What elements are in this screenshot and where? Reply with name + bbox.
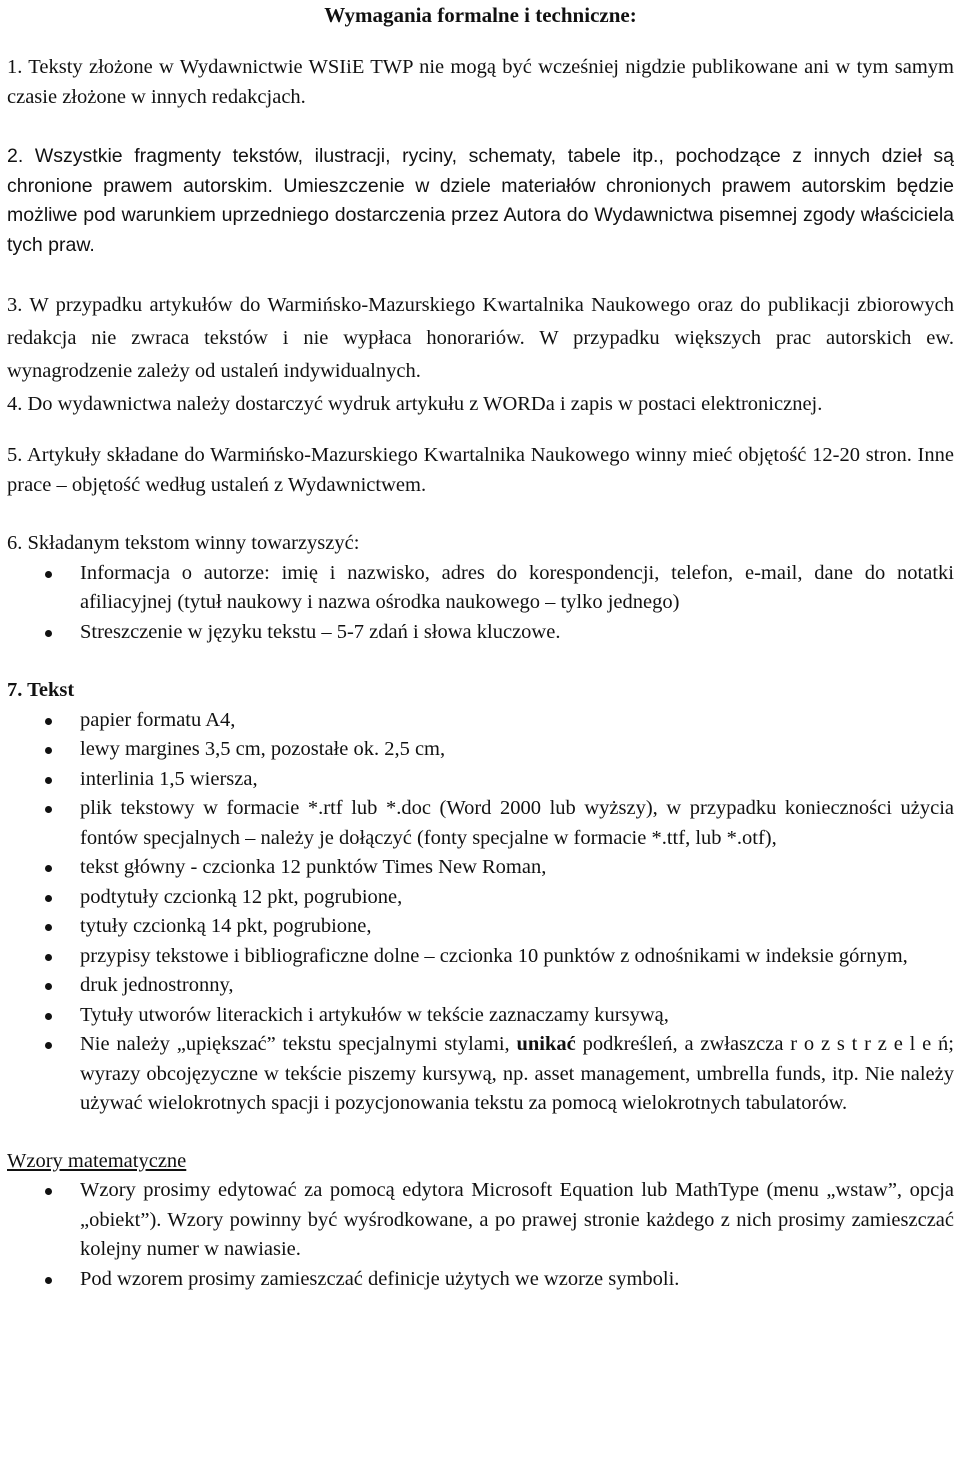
list-item <box>7 1030 954 1119</box>
list-item-text-c: podkreśleń, a zwłaszcza r o z s t r z e l e ń; wyrazy obcojęzyczne w tekście piszemy kursywą, np. asset management, umbrella funds, itp. Nie należy używać wielokrotnych spacji i pozycjonowania tekstu za pomocą wielokrotnych tabulatorów. <box>80 1033 954 1114</box>
list-item: druk jednostronny, <box>7 971 954 1001</box>
list-item: podtytuły czcionką 12 pkt, pogrubione, <box>7 883 954 913</box>
list-item-text-bold: unikać <box>516 1033 576 1055</box>
paragraph-6: 6. Składanym tekstom winny towarzyszyć: <box>7 532 360 554</box>
list-item: plik tekstowy w formacie *.rtf lub *.doc (Word 2000 lub wyższy), w przypadku konieczności użycia fontów specjalnych – należy je dołączyć (fonty specjalne w formacie *.ttf, lub *.otf), <box>7 794 954 853</box>
list-math <box>7 1176 954 1294</box>
list-item: Wzory prosimy edytować za pomocą edytora Microsoft Equation lub MathType (menu „wstaw”, opcja „obiekt”). Wzory powinny być wyśrodkowane, a po prawej stronie każdego z nich prosimy zamieszczać kolejny numer w nawiasie. <box>7 1176 954 1265</box>
list-accompanying <box>7 559 954 648</box>
math-heading: Wzory matematyczne <box>7 1149 187 1172</box>
list-item: interlinia 1,5 wiersza, <box>7 765 954 795</box>
list-item: papier formatu A4, <box>7 706 954 736</box>
list-item-text-a: Nie należy „upiększać” tekstu specjalnymi stylami, <box>80 1033 517 1055</box>
list-item: Tytuły utworów literackich i artykułów w tekście zaznaczamy kursywą, <box>7 1001 954 1031</box>
paragraph-4: 4. Do wydawnictwa należy dostarczyć wydruk artykułu z WORDa i zapis w postaci elektronicznej. <box>7 393 823 415</box>
list-item: Pod wzorem prosimy zamieszczać definicje użytych we wzorze symboli. <box>7 1265 954 1295</box>
list-item: Informacja o autorze: imię i nazwisko, adres do korespondencji, telefon, e-mail, dane do notatki afiliacyjnej (tytuł naukowy i nazwa ośrodka naukowego – tylko jednego) <box>7 559 954 618</box>
section-7-heading: 7. Tekst <box>7 679 75 701</box>
list-item: tytuły czcionką 14 pkt, pogrubione, <box>7 912 954 942</box>
document-title: Wymagania formalne i techniczne: <box>324 3 637 27</box>
list-item: lewy margines 3,5 cm, pozostałe ok. 2,5 cm, <box>7 735 954 765</box>
paragraph-5: 5. Artykuły składane do Warmińsko-Mazurskiego Kwartalnika Naukowego winny mieć objętość 12-20 stron. Inne prace – objętość według ustaleń z Wydawnictwem. <box>7 444 954 496</box>
list-item: tekst główny - czcionka 12 punktów Times New Roman, <box>7 853 954 883</box>
document-page <box>0 2 960 1462</box>
paragraph-2 <box>7 142 954 260</box>
list-item: przypisy tekstowe i bibliograficzne dolne – czcionka 10 punktów z odnośnikami w indeksie górnym, <box>7 942 954 972</box>
list-text-requirements <box>7 706 954 1119</box>
paragraph-2-part-a: 2. Wszystkie fragmenty tekstów, ilustracji, ryciny, schematy, tabele itp. <box>7 145 659 167</box>
paragraph-2-part-b: , pochodzące z innych dzieł są chronione prawem autorskim. Umieszczenie w dziele materiałów chronionych prawem autorskim będzie możliwe pod warunkiem uprzedniego dostarczenia przez Autora do Wydawnictwa pisemnej zgody właściciela tych praw. <box>7 145 954 256</box>
paragraph-3: 3. W przypadku artykułów do Warmińsko-Mazurskiego Kwartalnika Naukowego oraz do publikacji zbiorowych redakcja nie zwraca tekstów i nie wypłaca honorariów. W przypadku większych prac autorskich ew. wynagrodzenie zależy od ustaleń indywidualnych. <box>7 294 954 382</box>
list-item: Streszczenie w języku tekstu – 5-7 zdań i słowa kluczowe. <box>7 618 954 648</box>
paragraph-1: 1. Teksty złożone w Wydawnictwie WSIiE TWP nie mogą być wcześniej nigdzie publikowane ani w tym samym czasie złożone w innych redakcjach. <box>7 56 954 108</box>
